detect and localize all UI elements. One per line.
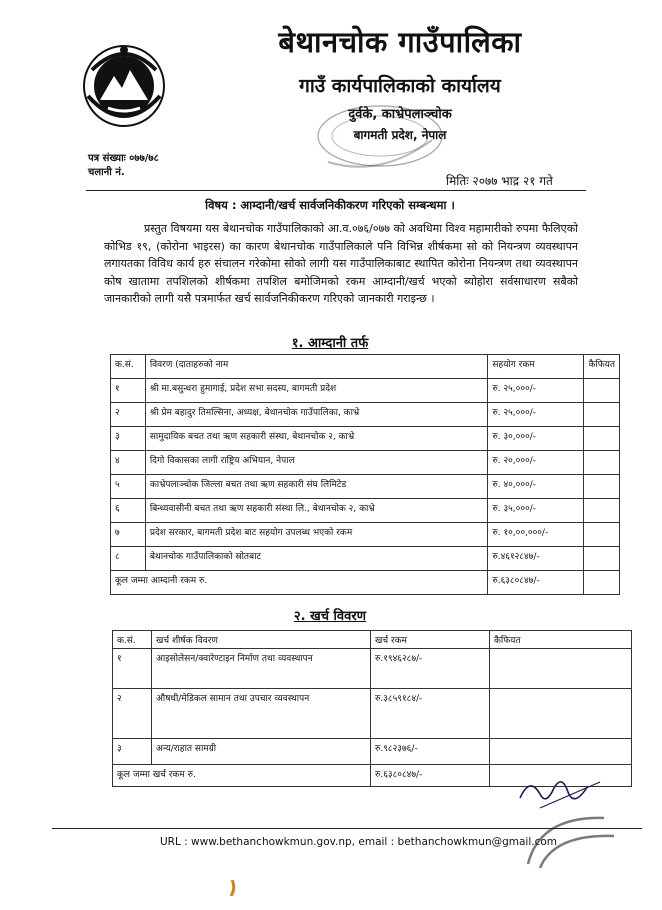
column-header: कैफियत [490,631,632,649]
remark-cell [490,739,632,765]
punch-mark [228,880,236,896]
serial-cell: १ [113,649,152,689]
amount-cell: रु. २५,०००/- [488,379,584,403]
table-row [111,499,620,523]
remark-cell [584,523,620,547]
serial-cell: ३ [113,739,152,765]
column-header: कैफियत [584,355,620,379]
donor-cell: श्री प्रेम बहादुर तिमल्सिना, अध्यक्ष, बेथानचोक गाउँपालिका, काभ्रे [145,403,488,427]
expense-heading: २. खर्च विवरण [293,609,367,624]
address-line-district: दुर्वके, काभ्रेपलाञ्चोक [348,107,452,122]
table-header-row [111,355,620,379]
expense-title-cell: आइसोलेसन/क्वारेण्टाइन निर्माण तथा व्यवस्थापन [152,649,371,689]
amount-cell: रु.४६१२८४७/- [488,547,584,571]
header-divider [86,190,586,191]
amount-cell: रु. ३०,०००/- [488,427,584,451]
serial-cell: २ [111,403,146,427]
table-row [113,689,632,739]
amount-cell: रु.३८५९१८४/- [371,689,490,739]
income-table [110,354,620,595]
donor-cell: बिन्ध्यवासीनी बचत तथा ऋण सहकारी संस्था लि., बेथानचोक २, काभ्रे [145,499,488,523]
remark-cell [584,499,620,523]
signature-seal [510,768,620,868]
total-amount: रु.६३८०८४७/- [371,765,490,787]
table-row [111,451,620,475]
column-header: खर्च रकम [371,631,490,649]
remark-cell [584,379,620,403]
total-row [111,571,620,595]
donor-cell: बेथानचोक गाउँपालिकाको स्रोतबाट [145,547,488,571]
remark-cell [490,649,632,689]
table-row [111,427,620,451]
remark-cell [584,451,620,475]
serial-cell: ५ [111,475,146,499]
amount-cell: रु. ३५,०००/- [488,499,584,523]
remark-cell [584,403,620,427]
column-header: क.सं. [113,631,152,649]
table-row [111,547,620,571]
donor-cell: काभ्रेपलाञ्चोक जिल्ला बचत तथा ऋण सहकारी संघ लिमिटेड [145,475,488,499]
remark-cell [584,571,620,595]
serial-cell: ७ [111,523,146,547]
column-header: सहयोग रकम [488,355,584,379]
remark-cell [584,427,620,451]
amount-cell: रु.९८२३७६/- [371,739,490,765]
donor-cell: सामुदायिक बचत तथा ऋण सहकारी संस्था, बेथानचोक २, काभ्रे [145,427,488,451]
column-header: विवरण (दाताहरुको नाम [145,355,488,379]
expense-title-cell: औषधी/मेडिकल सामान तथा उपचार व्यवस्थापन [152,689,371,739]
total-amount: रु.६३८०८४७/- [488,571,584,595]
serial-cell: २ [113,689,152,739]
nepal-emblem-logo [78,40,170,132]
serial-cell: ४ [111,451,146,475]
amount-cell: रु. १०,००,०००/- [488,523,584,547]
municipality-title: बेथानचोक गाउँपालिका [278,25,522,59]
expense-table [112,630,632,787]
table-row [113,649,632,689]
subject-line: विषय : आम्दानी/खर्च सार्वजनिकीकरण गरिएको सम्बन्धमा । [205,198,455,212]
donor-cell: दिगो विकासका लागी राष्ट्रिय अभियान, नेपाल [145,451,488,475]
serial-cell: ३ [111,427,146,451]
serial-cell: ६ [111,499,146,523]
donor-cell: श्री मा.बसुन्धरा हुमागाई, प्रदेश सभा सदस्य, बागमती प्रदेश [145,379,488,403]
total-label: कूल जम्मा खर्च रकम रु. [113,765,371,787]
address-line-province: बागमती प्रदेश, नेपाल [353,128,447,142]
reference-number: पत्र संख्याः ०७७/७८ [88,153,159,164]
amount-cell: रु. २०,०००/- [488,451,584,475]
table-row [111,403,620,427]
amount-cell: रु.१९४६२८७/- [371,649,490,689]
footer-contact: URL : www.bethanchowkmun.gov.np, email : bethanchowkmun@gmail.com [160,836,558,848]
remark-cell [490,689,632,739]
amount-cell: रु. २५,०००/- [488,403,584,427]
total-label: कूल जम्मा आम्दानी रकम रु. [111,571,488,595]
letter-date: मितिः २०७७ भाद्र २१ गते [446,174,553,188]
serial-cell: ८ [111,547,146,571]
column-header: क.सं. [111,355,146,379]
table-header-row [113,631,632,649]
body-paragraph: प्रस्तुत विषयमा यस बेथानचोक गाउँपालिकाको आ.व.०७६/०७७ को अवधिमा विश्व महामारीको रुपमा फैलिएको कोभिड १९, (कोरोना भाइरस) का कारण बेथानचोक गाउँपालिकाले पनि विभिन्न शीर्षकमा सो को नियन्त्रण व्यवस्थापन लगायतका विविध कार्य हरु संचालन गरेकोमा सोको लागी यस गाउँपालिकाबाट स्थापित कोरोना नियन्त्रण तथा व्यवस्थापन कोष खातामा तपशिलको शीर्षकमा तपशिल बमोजिमको रकम आम्दानी/खर्च भएको ब्योहोरा सर्वसाधारण सबैको जानकारीको लागी यसै पत्रमार्फत खर्च सार्वजनिकीकरण गरिएको जानकारी गराइन्छ । [104,222,578,305]
column-header: खर्च शीर्षक विवरण [152,631,371,649]
dispatch-number: चलानी नं. [88,167,125,178]
table-row [113,739,632,765]
footer-divider [52,828,642,829]
table-row [111,379,620,403]
remark-cell [584,475,620,499]
serial-cell: १ [111,379,146,403]
office-stamp [300,100,460,180]
donor-cell: प्रदेश सरकार, बागमती प्रदेश बाट सहयोग उपलब्ध भएको रकम [145,523,488,547]
income-heading: १. आम्दानी तर्फ [291,336,369,351]
table-row [111,475,620,499]
remark-cell [584,547,620,571]
amount-cell: रु. ४०,०००/- [488,475,584,499]
table-row [111,523,620,547]
office-subtitle: गाउँ कार्यपालिकाको कार्यालय [299,75,501,97]
expense-title-cell: अन्य/राहात सामग्री [152,739,371,765]
